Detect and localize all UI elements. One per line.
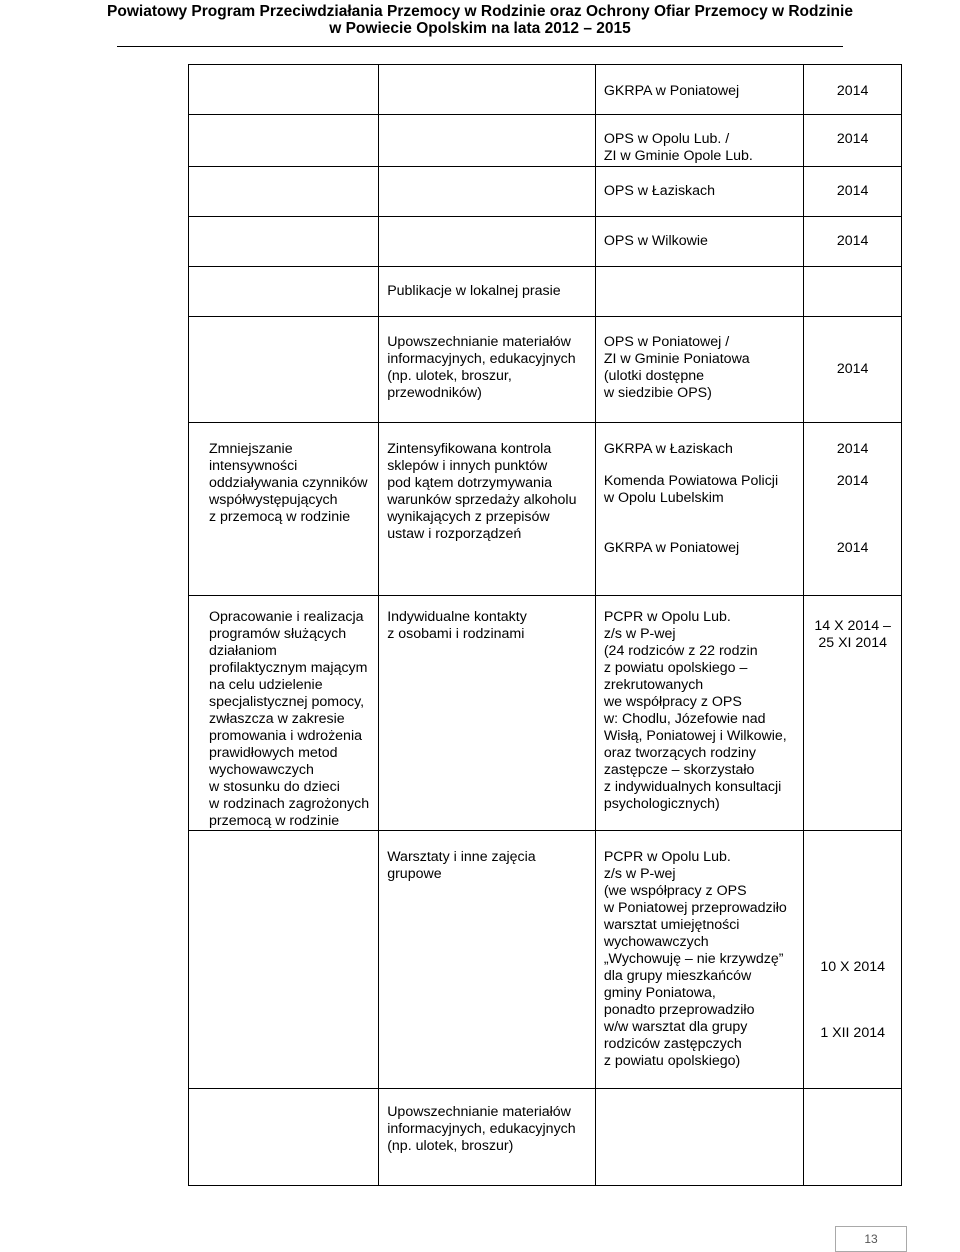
institution: PCPR w Opolu Lub. z/s w P-wej (24 rodziców z 22 rodzin z powiatu opolskiego – zrekrutowanych we współpracy z OPS w: Chodlu, Józefowie nad Wisłą, Poniatowej i Wilkowie, oraz tworzących rodziny zastępcze – skorzystało z indywidualnych konsultacji psychologicznych) <box>595 596 804 831</box>
action: Warsztaty i inne zajęcia grupowe <box>379 831 596 1089</box>
date: 2014 <box>836 361 869 377</box>
header-line-2: w Powiecie Opolskim na lata 2012 – 2015 <box>329 20 631 37</box>
institution: Komenda Powiatowa Policji w Opolu Lubelskim <box>603 473 779 506</box>
action: Publikacje w lokalnej prasie <box>387 283 561 299</box>
table-row <box>189 831 902 1089</box>
table-row <box>189 65 902 115</box>
header-line-1: Powiatowy Program Przeciwdziałania Przemocy w Rodzinie oraz Ochrony Ofiar Przemocy w Rodzinie <box>107 3 853 20</box>
date: 2014 <box>836 540 869 556</box>
table-row <box>189 596 902 831</box>
table-row <box>189 217 902 267</box>
institution: GKRPA w Poniatowej <box>603 83 740 99</box>
header-divider <box>117 46 843 47</box>
goal: Opracowanie i realizacja programów służących działaniom profilaktycznym mającym na celu udzielenie specjalistycznej pomocy, zwłaszcza w zakresie promowania i wdrożenia prawidłowych metod wychowawczych w stosunku do dzieci w rodzinach zagrożonych przemocą w rodzinie <box>189 596 379 831</box>
page-number: 13 <box>835 1226 907 1252</box>
goal: Zmniejszanie intensywności oddziaływania czynników współwystępujących z przemocą w rodzinie <box>189 423 379 596</box>
date: 10 X 2014 <box>820 959 886 975</box>
date: 1 XII 2014 <box>820 1025 885 1041</box>
action: Upowszechnianie materiałów informacyjnych, edukacyjnych (np. ulotek, broszur) <box>379 1089 596 1186</box>
program-table <box>188 64 902 1186</box>
date: 2014 <box>836 233 869 249</box>
date: 2014 <box>836 183 869 199</box>
institution: OPS w Łaziskach <box>603 183 716 199</box>
institution: GKRPA w Łaziskach <box>603 441 733 457</box>
date: 2014 <box>836 441 869 457</box>
action: Indywidualne kontakty z osobami i rodzinami <box>379 596 596 831</box>
institution: OPS w Opolu Lub. / ZI w Gminie Opole Lub. <box>595 115 804 167</box>
table-row <box>189 115 902 167</box>
table-row <box>189 167 902 217</box>
institution: PCPR w Opolu Lub. z/s w P-wej (we współpracy z OPS w Poniatowej przeprowadziło warsztat umiejętności wychowawczych „Wychowuję – nie krzywdzę” dla grupy mieszkańców gminy Poniatowa, ponadto przeprowadziło w/w warsztat dla grupy rodziców zastępczych z powiatu opolskiego) <box>595 831 804 1089</box>
institution: OPS w Poniatowej / ZI w Gminie Poniatowa (ulotki dostępne w siedzibie OPS) <box>595 317 804 423</box>
table-row <box>189 423 902 596</box>
institution: GKRPA w Poniatowej <box>603 540 740 556</box>
table-row <box>189 267 902 317</box>
date: 2014 <box>836 83 869 99</box>
table-row <box>189 1089 902 1186</box>
date: 14 X 2014 – 25 XI 2014 <box>804 596 902 831</box>
action: Zintensyfikowana kontrola sklepów i innych punktów pod kątem dotrzymywania warunków sprzedaży alkoholu wynikających z przepisów ustaw i rozporządzeń <box>379 423 596 596</box>
date: 2014 <box>836 131 869 147</box>
action: Upowszechnianie materiałów informacyjnych, edukacyjnych (np. ulotek, broszur, przewodników) <box>379 317 596 423</box>
date: 2014 <box>836 473 869 489</box>
table-row <box>189 317 902 423</box>
institution: OPS w Wilkowie <box>603 233 708 249</box>
